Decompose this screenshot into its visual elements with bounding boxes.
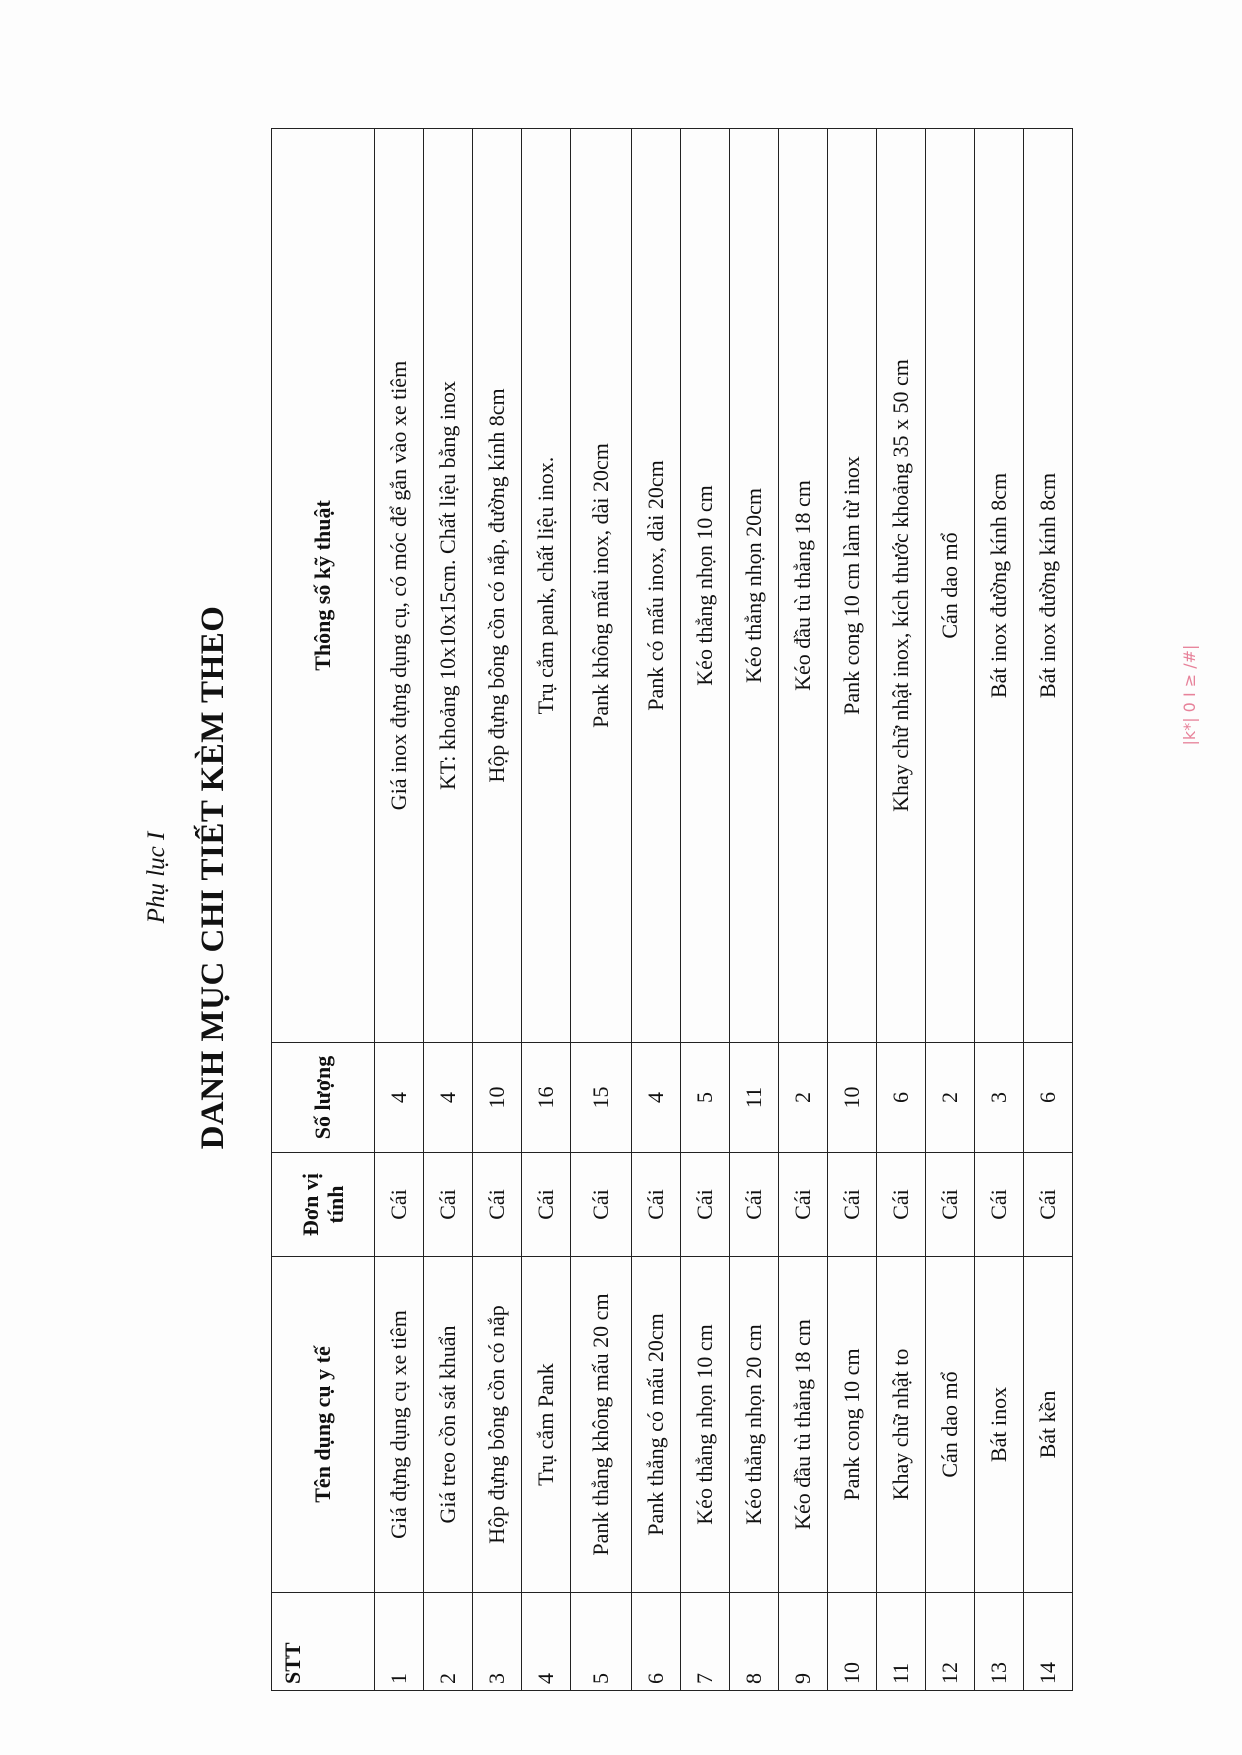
cell-unit: Cái <box>375 1153 424 1257</box>
cell-stt: 4 <box>522 1593 571 1691</box>
cell-name: Kéo thẳng nhọn 10 cm <box>681 1257 730 1593</box>
cell-name: Trụ cắm Pank <box>522 1257 571 1593</box>
header-stt: STT <box>272 1593 375 1691</box>
cell-name: Bát inox <box>975 1257 1024 1593</box>
table-row <box>877 129 926 1691</box>
table-row <box>424 129 473 1691</box>
cell-unit: Cái <box>877 1153 926 1257</box>
cell-qty: 3 <box>975 1043 1024 1153</box>
cell-qty: 6 <box>877 1043 926 1153</box>
cell-name: Pank thẳng có mấu 20cm <box>632 1257 681 1593</box>
cell-unit: Cái <box>926 1153 975 1257</box>
cell-name: Bát kền <box>1024 1257 1073 1593</box>
cell-name: Kéo thẳng nhọn 20 cm <box>730 1257 779 1593</box>
cell-unit: Cái <box>779 1153 828 1257</box>
cell-stt: 13 <box>975 1593 1024 1691</box>
cell-qty: 2 <box>926 1043 975 1153</box>
cell-stt: 2 <box>424 1593 473 1691</box>
cell-spec: Cán dao mổ <box>926 129 975 1043</box>
cell-stt: 7 <box>681 1593 730 1691</box>
cell-spec: Kéo đầu tù thẳng 18 cm <box>779 129 828 1043</box>
table-row <box>779 129 828 1691</box>
header-name: Tên dụng cụ y tế <box>272 1257 375 1593</box>
header-spec: Thông số kỹ thuật <box>272 129 375 1043</box>
cell-stt: 3 <box>473 1593 522 1691</box>
stamp-mark: |k*| 0 I ≥ /#| <box>1180 644 1199 746</box>
cell-spec: Kéo thẳng nhọn 20cm <box>730 129 779 1043</box>
cell-qty: 10 <box>473 1043 522 1153</box>
cell-unit: Cái <box>975 1153 1024 1257</box>
cell-spec: Trụ cắm pank, chất liệu inox. <box>522 129 571 1043</box>
cell-spec: Khay chữ nhật inox, kích thước khoảng 35 x 50 cm <box>877 129 926 1043</box>
cell-unit: Cái <box>424 1153 473 1257</box>
table-row <box>975 129 1024 1691</box>
cell-stt: 1 <box>375 1593 424 1691</box>
cell-stt: 9 <box>779 1593 828 1691</box>
table-row <box>828 129 877 1691</box>
table-row <box>730 129 779 1691</box>
table-row <box>632 129 681 1691</box>
cell-unit: Cái <box>681 1153 730 1257</box>
cell-qty: 16 <box>522 1043 571 1153</box>
cell-spec: Pank cong 10 cm làm từ inox <box>828 129 877 1043</box>
cell-spec: Bát inox đường kính 8cm <box>1024 129 1073 1043</box>
table-row <box>571 129 632 1691</box>
cell-spec: Giá inox đựng dụng cụ, có móc để gắn vào xe tiêm <box>375 129 424 1043</box>
table-row <box>681 129 730 1691</box>
table-row <box>473 129 522 1691</box>
cell-name: Pank thẳng không mấu 20 cm <box>571 1257 632 1593</box>
cell-name: Pank cong 10 cm <box>828 1257 877 1593</box>
table-row <box>375 129 424 1691</box>
cell-name: Giá treo cồn sát khuẩn <box>424 1257 473 1593</box>
cell-spec: Kéo thẳng nhọn 10 cm <box>681 129 730 1043</box>
cell-stt: 14 <box>1024 1593 1073 1691</box>
cell-qty: 4 <box>375 1043 424 1153</box>
header-unit: Đơn vị tính <box>272 1153 375 1257</box>
cell-stt: 10 <box>828 1593 877 1691</box>
cell-name: Kéo đầu tù thẳng 18 cm <box>779 1257 828 1593</box>
cell-unit: Cái <box>632 1153 681 1257</box>
table-row <box>926 129 975 1691</box>
equipment-table <box>271 128 1073 1691</box>
cell-spec: KT: khoảng 10x10x15cm. Chất liệu bằng inox <box>424 129 473 1043</box>
cell-stt: 5 <box>571 1593 632 1691</box>
table-row <box>522 129 571 1691</box>
cell-qty: 2 <box>779 1043 828 1153</box>
cell-name: Hộp đựng bông cồn có nắp <box>473 1257 522 1593</box>
cell-spec: Pank có mấu inox, dài 20cm <box>632 129 681 1043</box>
cell-qty: 4 <box>424 1043 473 1153</box>
cell-unit: Cái <box>1024 1153 1073 1257</box>
cell-stt: 8 <box>730 1593 779 1691</box>
cell-unit: Cái <box>473 1153 522 1257</box>
cell-unit: Cái <box>828 1153 877 1257</box>
cell-spec: Bát inox đường kính 8cm <box>975 129 1024 1043</box>
appendix-label: Phụ lục I <box>143 831 170 924</box>
cell-qty: 10 <box>828 1043 877 1153</box>
cell-qty: 4 <box>632 1043 681 1153</box>
cell-unit: Cái <box>730 1153 779 1257</box>
cell-stt: 11 <box>877 1593 926 1691</box>
cell-qty: 6 <box>1024 1043 1073 1153</box>
cell-qty: 15 <box>571 1043 632 1153</box>
header-qty: Số lượng <box>272 1043 375 1153</box>
cell-name: Khay chữ nhật to <box>877 1257 926 1593</box>
cell-qty: 5 <box>681 1043 730 1153</box>
cell-stt: 12 <box>926 1593 975 1691</box>
document-title: DANH MỤC CHI TIẾT KÈM THEO <box>195 605 231 1150</box>
table-header-row <box>272 129 375 1691</box>
cell-unit: Cái <box>571 1153 632 1257</box>
cell-stt: 6 <box>632 1593 681 1691</box>
cell-name: Cán dao mổ <box>926 1257 975 1593</box>
cell-unit: Cái <box>522 1153 571 1257</box>
cell-name: Giá đựng dụng cụ xe tiêm <box>375 1257 424 1593</box>
cell-spec: Pank không mấu inox, dài 20cm <box>571 129 632 1043</box>
table-row <box>1024 129 1073 1691</box>
cell-qty: 11 <box>730 1043 779 1153</box>
cell-spec: Hộp đựng bông cồn có nắp, đường kính 8cm <box>473 129 522 1043</box>
